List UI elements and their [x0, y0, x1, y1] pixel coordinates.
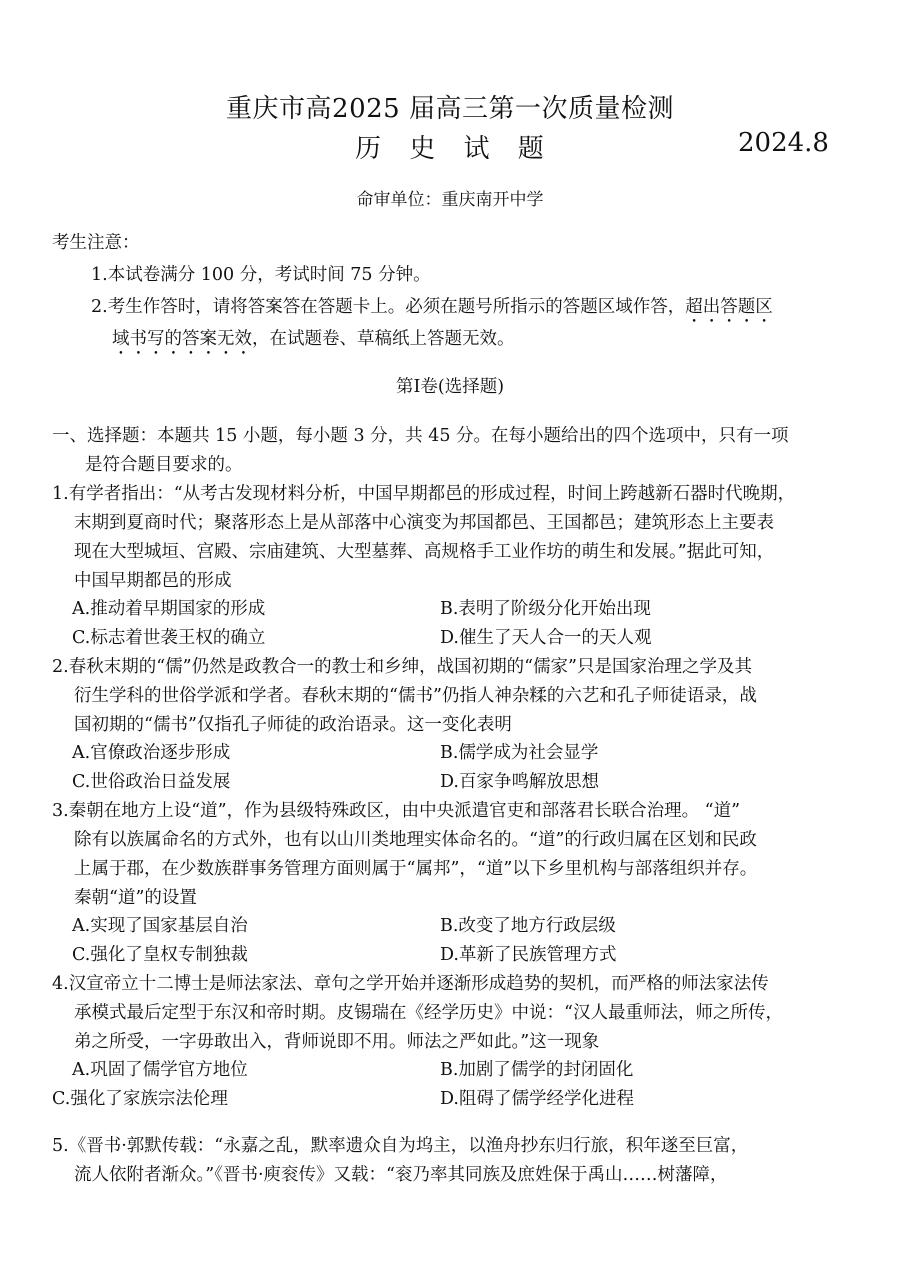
instructions-line-1: 一、选择题：本题共 15 小题，每小题 3 分，共 45 分。在每小题给出的四个选项中，只有一项 [52, 426, 789, 446]
note-2-line-2 [112, 325, 515, 359]
exam-title: 重庆市高2025 届高三第一次质量检测 [226, 94, 674, 124]
question-line: 末期到夏商时代；聚落形态上是从部落中心演变为邦国都邑、王国都邑；建筑形态上主要表 [74, 513, 774, 533]
note-2-emphasis-2: 域书写的答案无效 [112, 329, 252, 349]
authoring-unit: 命审单位：重庆南开中学 [356, 190, 544, 210]
instructions-line-2: 是符合题目要求的。 [85, 455, 243, 475]
option-c: C.标志着世袭王权的确立 [72, 628, 266, 648]
option-b: B.表明了阶级分化开始出现 [440, 599, 651, 619]
question-line: 流人依附者渐众。”《晋书·庾衮传》又载：“衮乃率其同族及庶姓保于禹山……树藩障， [74, 1165, 728, 1185]
question-line: 现在大型城垣、宫殿、宗庙建筑、大型墓葬、高规格手工业作坊的萌生和发展。”据此可知， [74, 542, 775, 562]
option-c: C.强化了皇权专制独裁 [72, 945, 248, 965]
option-d: D.革新了民族管理方式 [440, 945, 617, 965]
question-line: 1.有学者指出：“从考古发现材料分析，中国早期都邑的形成过程，时间上跨越新石器时代晚期， [52, 484, 796, 504]
question-2 [52, 653, 862, 740]
note-2-text-2: ，在试题卷、草稿纸上答题无效。 [252, 329, 515, 349]
question-line: 衍生学科的世俗学派和学者。春秋末期的“儒书”仍指人神杂糅的六艺和孔子师徒语录，战 [74, 686, 757, 706]
section-title: 第Ⅰ卷(选择题) [395, 377, 505, 397]
subject-title: 历 史 试 题 [355, 134, 554, 164]
option-d: D.催生了天人合一的天人观 [440, 628, 652, 648]
question-line: 中国早期都邑的形成 [74, 571, 232, 591]
question-line: 3.秦朝在地方上设“道”，作为县级特殊政区，由中央派遣官吏和部落君长联合治理。 “道” [52, 801, 741, 821]
question-3 [52, 797, 862, 913]
option-d: D.百家争鸣解放思想 [440, 772, 599, 792]
option-b: B.改变了地方行政层级 [440, 916, 616, 936]
exam-date: 2024.8 [738, 128, 829, 158]
note-2-emphasis: 超出答题区 [685, 297, 773, 317]
option-b: B.加剧了儒学的封闭固化 [440, 1060, 634, 1080]
option-c: C.世俗政治日益发展 [72, 772, 231, 792]
question-line: 2.春秋末期的“儒”仍然是政教合一的教士和乡绅，战国初期的“儒家”只是国家治理之学及其 [52, 657, 752, 677]
question-line: 上属于郡，在少数族群事务管理方面则属于“属邦”，“道”以下乡里机构与部落组织并存。 [74, 859, 758, 879]
option-b: B.儒学成为社会显学 [440, 743, 599, 763]
question-line: 除有以族属命名的方式外，也有以山川类地理实体命名的。“道”的行政归属在区划和民政 [74, 830, 757, 850]
question-line: 承模式最后定型于东汉和帝时期。皮锡瑞在《经学历史》中说：“汉人最重师法，师之所传， [74, 1003, 783, 1023]
note-1: 1.本试卷满分 100 分，考试时间 75 分钟。 [91, 265, 431, 285]
question-line: 4.汉宣帝立十二博士是师法家法、章句之学开始并逐渐形成趋势的契机，而严格的师法家法传 [52, 974, 769, 994]
question-line: 国初期的“儒书”仅指孔子师徒的政治语录。这一变化表明 [74, 715, 512, 735]
option-a: A.实现了国家基层自治 [72, 916, 248, 936]
option-c: C.强化了家族宗法伦理 [52, 1089, 228, 1109]
notes-heading: 考生注意： [52, 233, 140, 253]
option-d: D.阻碍了儒学经学化进程 [440, 1089, 634, 1109]
note-2-line-1 [91, 293, 773, 327]
option-a: A.巩固了儒学官方地位 [72, 1060, 248, 1080]
option-a: A.推动着早期国家的形成 [72, 599, 266, 619]
question-line: 弟之所受，一字毋敢出入，背师说即不用。师法之严如此。”这一现象 [74, 1032, 600, 1052]
option-a: A.官僚政治逐步形成 [72, 743, 231, 763]
question-4 [52, 970, 862, 1057]
question-1 [52, 480, 862, 596]
note-2-text: 2.考生作答时，请将答案答在答题卡上。必须在题号所指示的答题区域作答， [91, 297, 686, 317]
question-line: 5.《晋书·郭默传载：“永嘉之乱，默率遗众自为坞主，以渔舟抄东归行旅，积年遂至巨富， [52, 1136, 749, 1156]
question-line: 秦朝“道”的设置 [74, 888, 197, 908]
question-5 [52, 1132, 862, 1190]
